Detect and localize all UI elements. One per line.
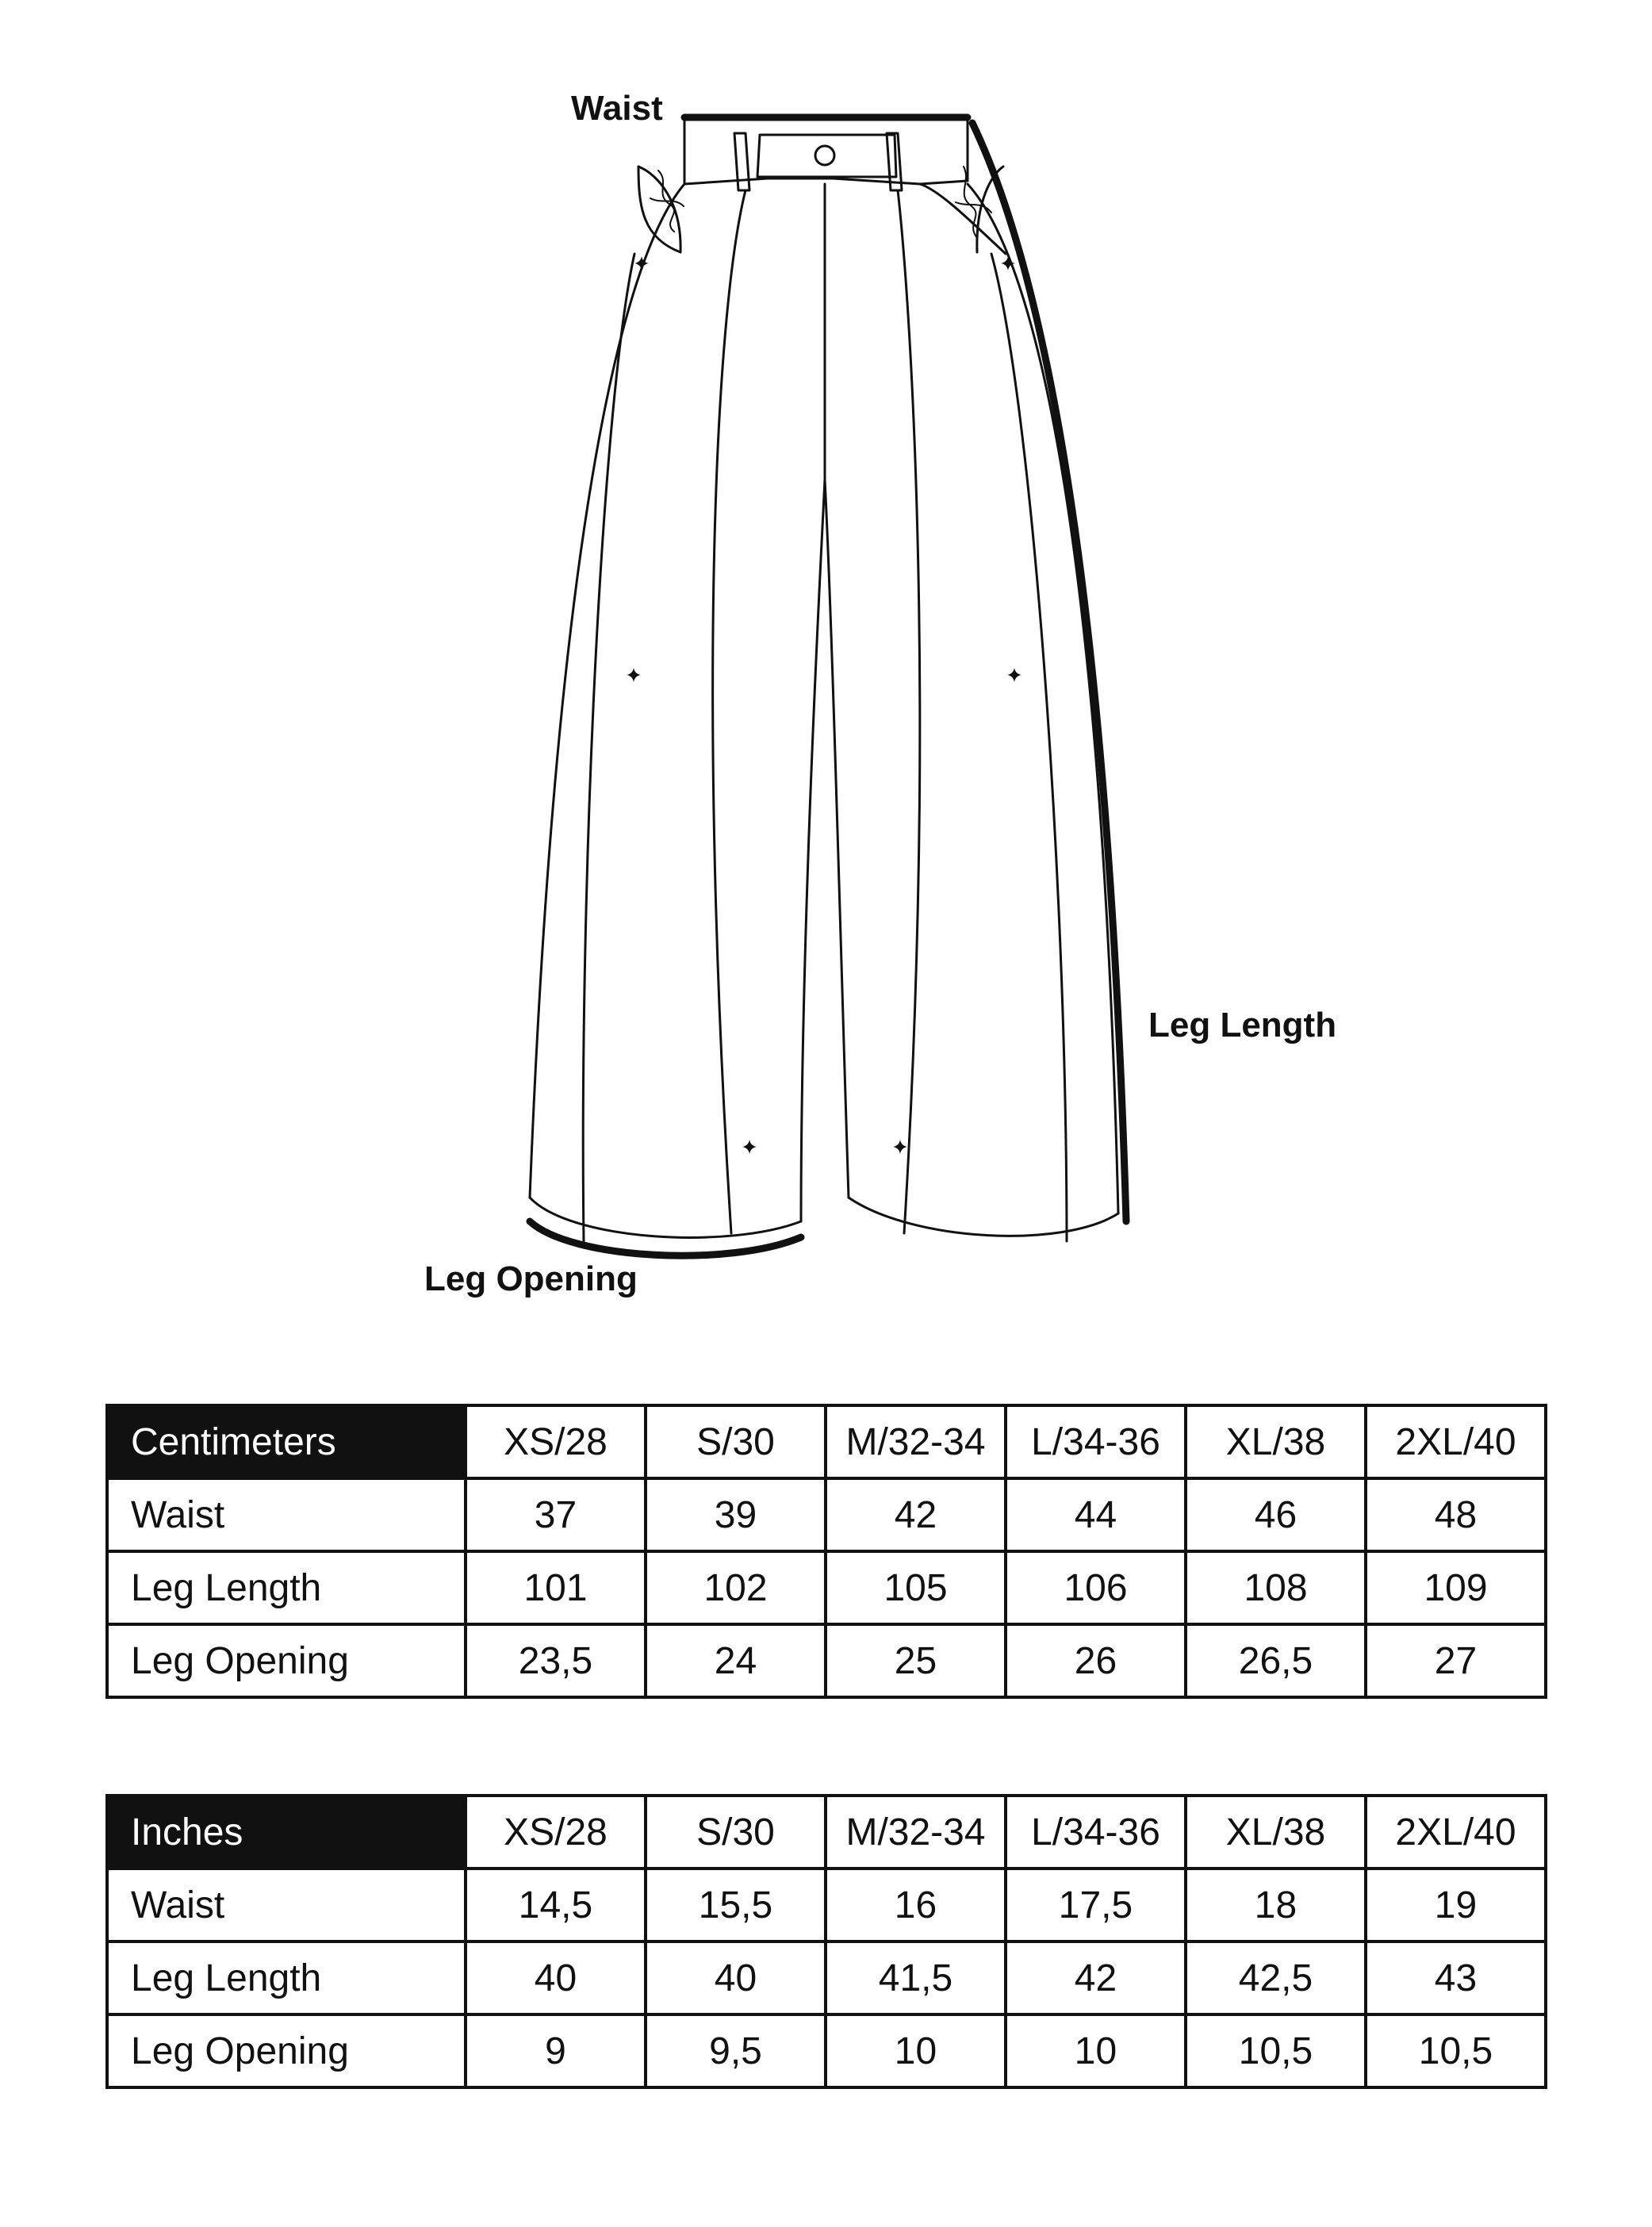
size-header: L/34-36 (1006, 1405, 1186, 1478)
size-header: 2XL/40 (1366, 1405, 1546, 1478)
size-header: L/34-36 (1006, 1796, 1186, 1869)
size-table-cm (105, 1404, 1547, 1699)
size-table-inches (105, 1794, 1547, 2089)
size-header: XS/28 (466, 1405, 646, 1478)
size-header: S/30 (646, 1405, 826, 1478)
table-cell: 109 (1366, 1551, 1546, 1624)
table-cell: 48 (1366, 1478, 1546, 1551)
size-header: M/32-34 (826, 1405, 1006, 1478)
row-label: Leg Opening (107, 1624, 466, 1697)
table-cell: 42 (826, 1478, 1006, 1551)
sparkle-icon (634, 256, 649, 270)
table-cell: 25 (826, 1624, 1006, 1697)
sparkle-icon (893, 1140, 907, 1154)
sparkle-icon (627, 668, 641, 682)
size-header: XS/28 (466, 1796, 646, 1869)
table-cell: 39 (646, 1478, 826, 1551)
table-cell: 42 (1006, 1941, 1186, 2014)
leg-opening-measure-line (530, 1221, 801, 1255)
size-header: M/32-34 (826, 1796, 1006, 1869)
table-cell: 17,5 (1006, 1869, 1186, 1941)
row-label: Waist (107, 1869, 466, 1941)
size-header: 2XL/40 (1366, 1796, 1546, 1869)
table-cell: 41,5 (826, 1941, 1006, 2014)
row-label: Leg Length (107, 1551, 466, 1624)
table-row (107, 1624, 1546, 1697)
size-header: XL/38 (1186, 1405, 1366, 1478)
table-cell: 108 (1186, 1551, 1366, 1624)
table-cell: 16 (826, 1869, 1006, 1941)
table-cell: 19 (1366, 1869, 1546, 1941)
table-cell: 105 (826, 1551, 1006, 1624)
table-cell: 44 (1006, 1478, 1186, 1551)
sparkle-icon (1007, 668, 1021, 682)
table-row (107, 1869, 1546, 1941)
table-cell: 106 (1006, 1551, 1186, 1624)
unit-header: Centimeters (107, 1405, 466, 1478)
table-row (107, 1551, 1546, 1624)
table-cell: 24 (646, 1624, 826, 1697)
table-cell: 10 (826, 2014, 1006, 2087)
table-header-row (107, 1796, 1546, 1869)
table-cell: 26,5 (1186, 1624, 1366, 1697)
table-row (107, 1478, 1546, 1551)
table-cell: 18 (1186, 1869, 1366, 1941)
table-cell: 15,5 (646, 1869, 826, 1941)
table-header-row (107, 1405, 1546, 1478)
button-icon (815, 146, 834, 165)
table-cell: 102 (646, 1551, 826, 1624)
table-cell: 10,5 (1366, 2014, 1546, 2087)
table-cell: 23,5 (466, 1624, 646, 1697)
table-cell: 40 (646, 1941, 826, 2014)
table-cell: 37 (466, 1478, 646, 1551)
table-cell: 10,5 (1186, 2014, 1366, 2087)
left-leg (530, 167, 825, 1241)
leg-length-label: Leg Length (1148, 1006, 1337, 1045)
table-cell: 27 (1366, 1624, 1546, 1697)
unit-header: Inches (107, 1796, 466, 1869)
waistband (684, 117, 968, 190)
table-cell: 9,5 (646, 2014, 826, 2087)
size-header: XL/38 (1186, 1796, 1366, 1869)
table-cell: 46 (1186, 1478, 1366, 1551)
right-leg (825, 167, 1118, 1241)
row-label: Waist (107, 1478, 466, 1551)
leg-opening-label: Leg Opening (424, 1259, 638, 1298)
sparkle-icon (742, 1140, 757, 1154)
waist-label: Waist (571, 89, 663, 128)
leg-length-measure-line (972, 123, 1126, 1221)
table-cell: 10 (1006, 2014, 1186, 2087)
row-label: Leg Length (107, 1941, 466, 2014)
table-cell: 26 (1006, 1624, 1186, 1697)
table-cell: 14,5 (466, 1869, 646, 1941)
table-cell: 101 (466, 1551, 646, 1624)
table-cell: 9 (466, 2014, 646, 2087)
table-row (107, 1941, 1546, 2014)
table-cell: 40 (466, 1941, 646, 2014)
table-row (107, 2014, 1546, 2087)
row-label: Leg Opening (107, 2014, 466, 2087)
size-header: S/30 (646, 1796, 826, 1869)
table-cell: 42,5 (1186, 1941, 1366, 2014)
table-cell: 43 (1366, 1941, 1546, 2014)
